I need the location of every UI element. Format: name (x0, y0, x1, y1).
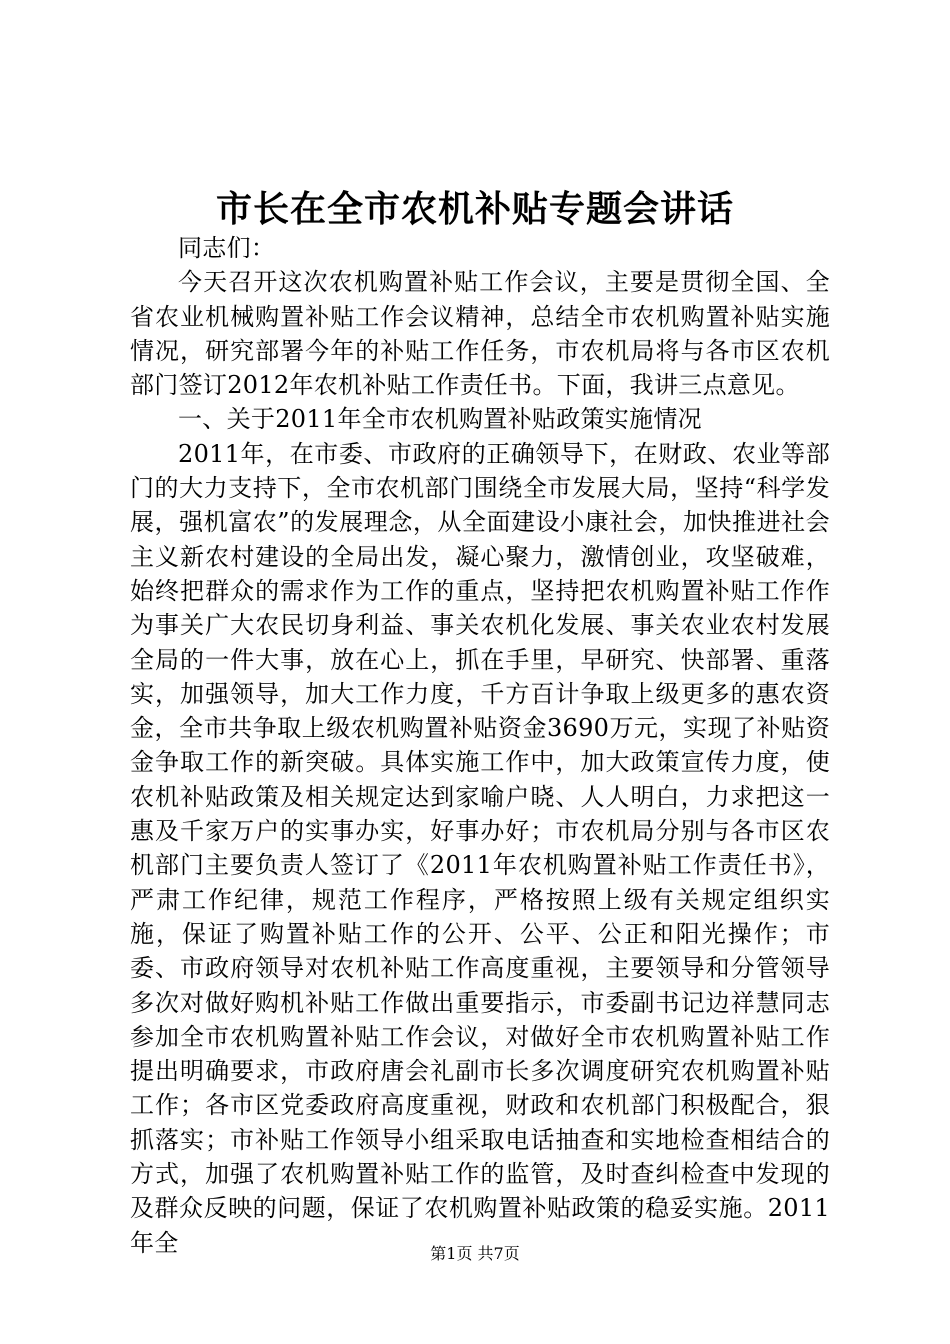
document-body (130, 231, 830, 1260)
paragraph-intro: 今天召开这次农机购置补贴工作会议，主要是贯彻全国、全省农业机械购置补贴工作会议精神，总结全市农机购置补贴实施情况，研究部署今年的补贴工作任务，市农机局将与各市区农机部门签订2012年农机补贴工作责任书。下面，我讲三点意见。 (130, 268, 830, 400)
document-title: 市长在全市农机补贴专题会讲话 (215, 188, 734, 230)
paragraph-main: 2011年，在市委、市政府的正确领导下，在财政、农业等部门的大力支持下，全市农机部门围绕全市发展大局，坚持“科学发展，强机富农”的发展理念，从全面建设小康社会，加快推进社会主义新农村建设的全局出发，凝心聚力，激情创业，攻坚破难，始终把群众的需求作为工作的重点，坚持把农机购置补贴工作作为事关广大农民切身利益、事关农机化发展、事关农业农村发展全局的一件大事，放在心上，抓在手里，早研究、快部署、重落实，加强领导，加大工作力度，千方百计争取上级更多的惠农资金，全市共争取上级农机购置补贴资金3690万元，实现了补贴资金争取工作的新突破。具体实施工作中，加大政策宣传力度，使农机补贴政策及相关规定达到家喻户晓、人人明白，力求把这一惠及千家万户的实事办实，好事办好；市农机局分别与各市区农机部门主要负责人签订了《2011年农机购置补贴工作责任书》，严肃工作纪律，规范工作程序，严格按照上级有关规定组织实施，保证了购置补贴工作的公开、公平、公正和阳光操作；市委、市政府领导对农机补贴工作高度重视，主要领导和分管领导多次对做好购机补贴工作做出重要指示，市委副书记边祥慧同志参加全市农机购置补贴工作会议，对做好全市农机购置补贴工作提出明确要求，市政府唐会礼副市长多次调度研究农机购置补贴工作；各市区党委政府高度重视，财政和农机部门积极配合，狠抓落实；市补贴工作领导小组采取电话抽查和实地检查相结合的方式，加强了农机购置补贴工作的监管，及时查纠检查中发现的及群众反映的问题，保证了农机购置补贴政策的稳妥实施。2011年全 (130, 439, 830, 1257)
page-footer: 第1页 共7页 (430, 1244, 520, 1263)
salutation: 同志们： (178, 234, 276, 262)
section-heading: 一、关于2011年全市农机购置补贴政策实施情况 (178, 405, 702, 434)
